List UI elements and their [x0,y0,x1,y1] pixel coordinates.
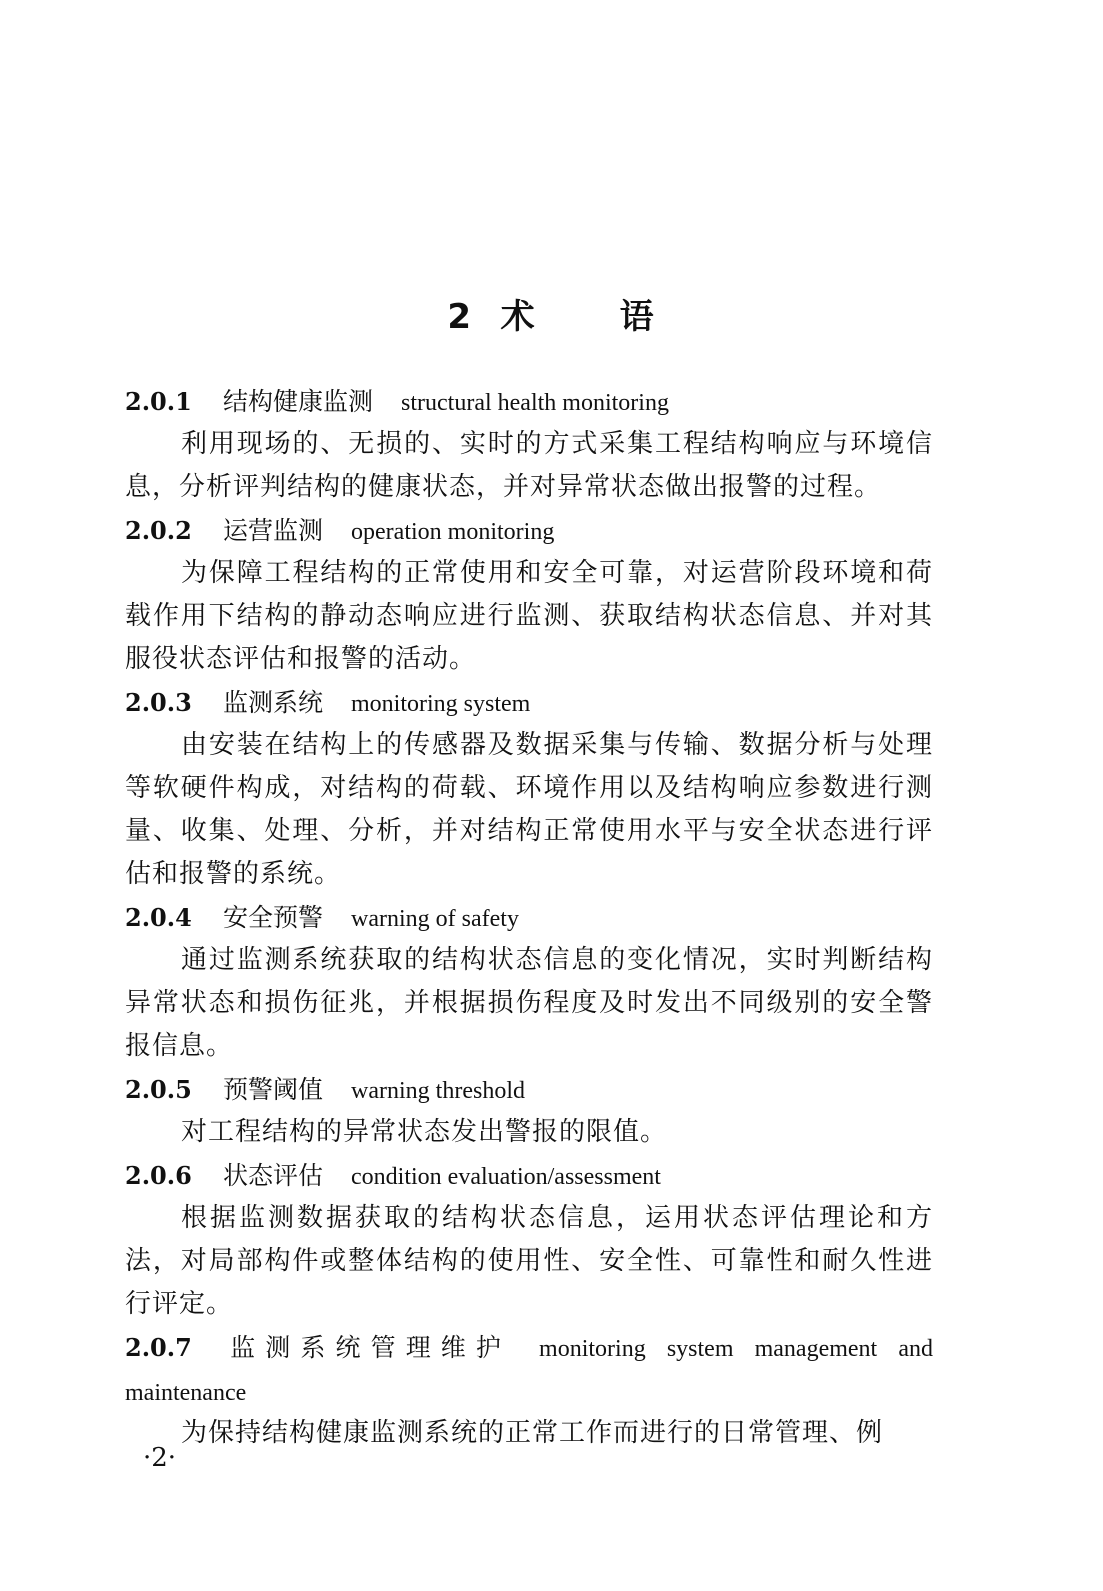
term-chinese-name: 监测系统 [223,688,324,717]
term-entry-2-0-6 [125,1154,933,1326]
term-number: 2.0.5 [125,1075,192,1104]
term-english-name: structural health monitoring [401,390,669,416]
term-entry-2-0-2 [125,509,933,681]
term-number: 2.0.6 [125,1161,192,1190]
term-english-name: monitoring system [351,691,531,717]
term-heading [125,380,933,423]
term-number: 2.0.7 [125,1333,192,1362]
term-definition: 为保持结构健康监测系统的正常工作而进行的日常管理、例 [181,1418,884,1448]
term-definition: 利用现场的、无损的、实时的方式采集工程结构响应与环境信息，分析评判结构的健康状态，并对异常状态做出报警的过程。 [125,429,933,502]
term-english-name: condition evaluation/assessment [351,1164,661,1190]
term-definition: 为保障工程结构的正常使用和安全可靠，对运营阶段环境和荷载作用下结构的静动态响应进行监测、获取结构状态信息、并对其服役状态评估和报警的活动。 [125,558,933,674]
term-heading [125,1154,933,1197]
term-number: 2.0.1 [125,387,192,416]
term-entry-2-0-4 [125,896,933,1068]
term-english-name: warning of safety [351,906,519,932]
term-number: 2.0.2 [125,516,192,545]
term-english-name: monitoring system management and maintenance [125,1336,933,1406]
chapter-title: 2 术 语 [447,297,656,337]
term-definition: 对工程结构的异常状态发出警报的限值。 [181,1117,668,1147]
term-heading [125,681,933,724]
term-heading [125,509,933,552]
term-heading [125,1068,933,1111]
term-number: 2.0.4 [125,903,192,932]
term-chinese-name: 状态评估 [223,1161,324,1190]
term-chinese-name: 结构健康监测 [223,387,374,416]
term-number: 2.0.3 [125,688,192,717]
term-entry-2-0-7 [125,1326,933,1455]
term-chinese-name: 安全预警 [223,903,324,932]
term-english-name: operation monitoring [351,519,555,545]
term-chinese-name: 预警阈值 [223,1075,324,1104]
term-definition: 根据监测数据获取的结构状态信息，运用状态评估理论和方法，对局部构件或整体结构的使用性、安全性、可靠性和耐久性进行评定。 [125,1203,933,1319]
term-entry-2-0-3 [125,681,933,896]
term-entry-2-0-1 [125,380,933,509]
term-heading [125,1326,933,1412]
terms-content [125,380,933,1455]
term-definition: 通过监测系统获取的结构状态信息的变化情况，实时判断结构异常状态和损伤征兆，并根据损伤程度及时发出不同级别的安全警报信息。 [125,945,933,1061]
term-heading [125,896,933,939]
term-chinese-name: 监测系统管理维护 [223,1333,512,1362]
page-number: ·2· [143,1443,177,1473]
term-english-name: warning threshold [351,1078,525,1104]
term-chinese-name: 运营监测 [223,516,324,545]
term-entry-2-0-5 [125,1068,933,1154]
term-definition: 由安装在结构上的传感器及数据采集与传输、数据分析与处理等软硬件构成，对结构的荷载、环境作用以及结构响应参数进行测量、收集、处理、分析，并对结构正常使用水平与安全状态进行评估和报警的系统。 [125,730,933,889]
